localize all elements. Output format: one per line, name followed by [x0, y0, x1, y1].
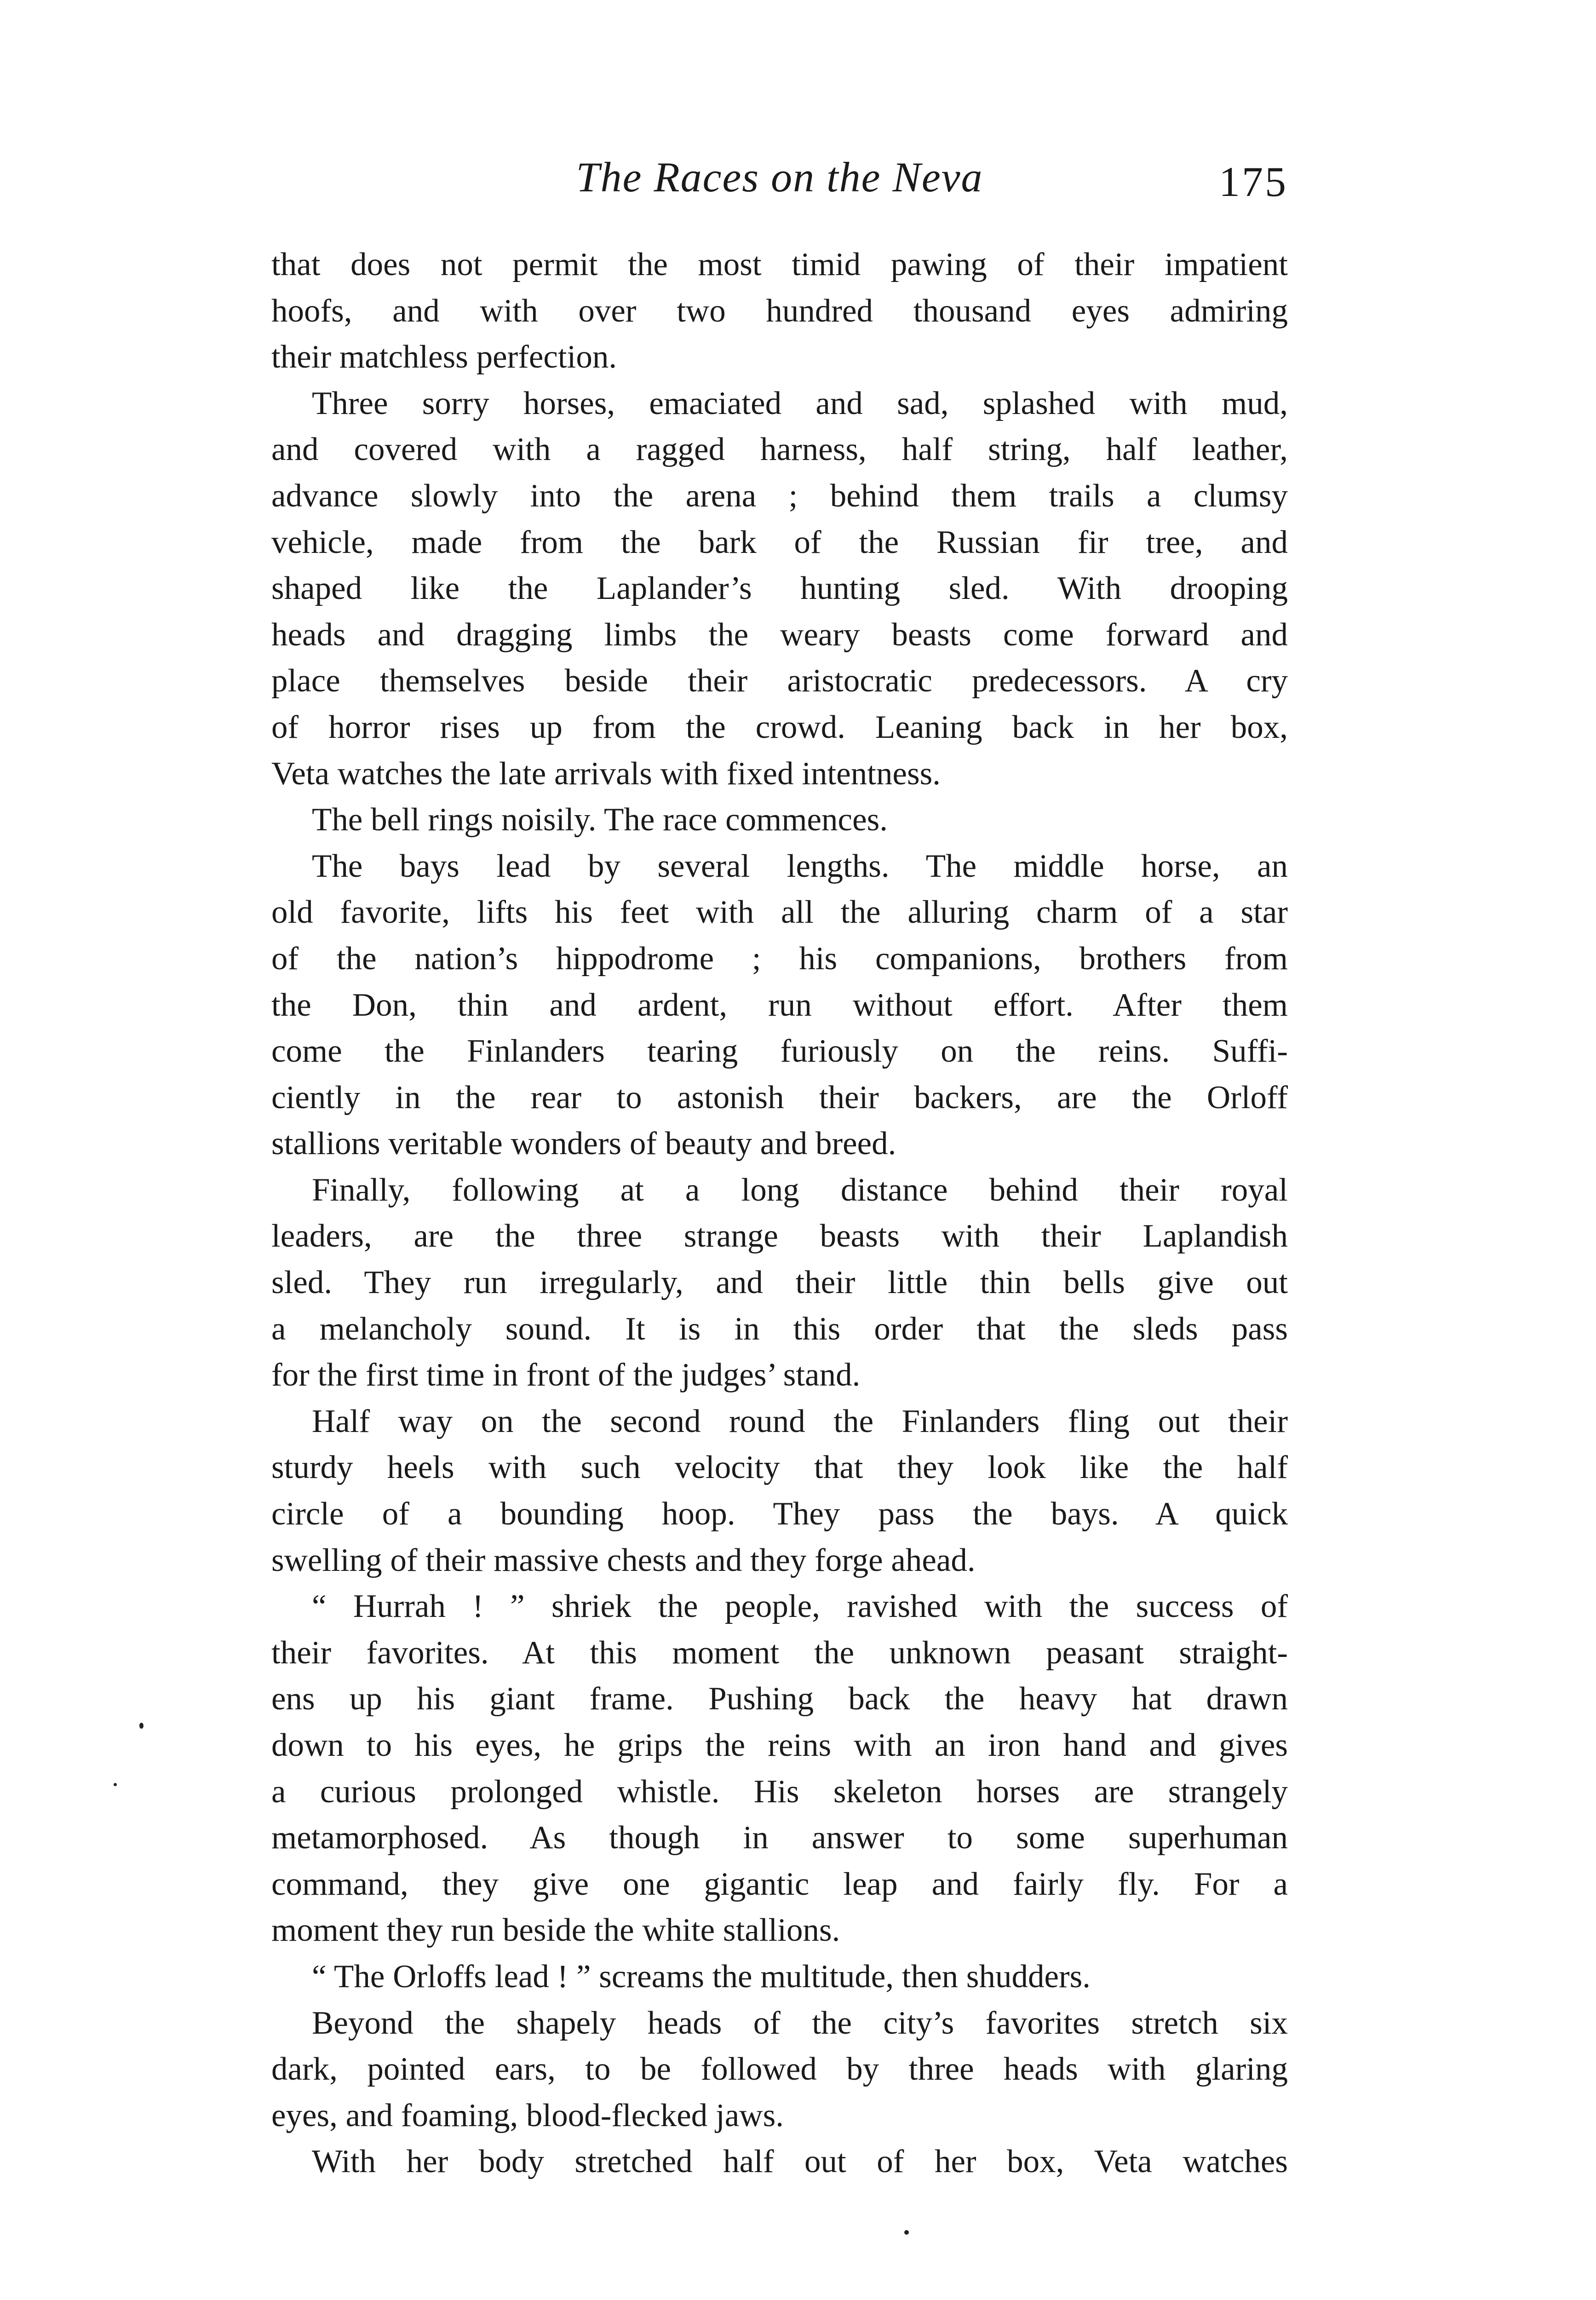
text-line: moment they run beside the white stallions.	[271, 1912, 840, 1949]
text-line: stallions veritable wonders of beauty and breed.	[271, 1126, 896, 1162]
text-line: leaders, are the three strange beasts with their Laplandish	[271, 1218, 1288, 1254]
text-line: Finally, following at a long distance behind their royal	[312, 1172, 1288, 1208]
text-line: come the Finlanders tearing furiously on the reins. Suffi-	[271, 1033, 1288, 1070]
text-line: Three sorry horses, emaciated and sad, splashed with mud,	[312, 385, 1288, 421]
page-number: 175	[1219, 158, 1288, 205]
text-line: Veta watches the late arrivals with fixed intentness.	[271, 755, 941, 792]
text-line: “ The Orloffs lead ! ” screams the multitude, then shudders.	[312, 1958, 1091, 1995]
text-line: old favorite, lifts his feet with all the alluring charm of a star	[271, 894, 1288, 931]
text-line: for the first time in front of the judges’ stand.	[271, 1357, 861, 1393]
text-line: place themselves beside their aristocratic predecessors. A cry	[271, 663, 1288, 699]
text-line: advance slowly into the arena ; behind them trails a clumsy	[271, 477, 1288, 514]
text-line: dark, pointed ears, to be followed by three heads with glaring	[271, 2051, 1288, 2087]
body-text	[271, 242, 1288, 2185]
text-line: metamorphosed. As though in answer to some superhuman	[271, 1820, 1288, 1856]
text-line: vehicle, made from the bark of the Russian fir tree, and	[271, 524, 1288, 560]
text-line: heads and dragging limbs the weary beasts come forward and	[271, 616, 1288, 653]
text-line: the Don, thin and ardent, run without effort. After them	[271, 987, 1288, 1023]
text-line: sled. They run irregularly, and their little thin bells give out	[271, 1265, 1288, 1301]
ink-speck	[139, 1723, 144, 1729]
running-title: The Races on the Neva	[576, 154, 983, 201]
text-line: hoofs, and with over two hundred thousand eyes admiring	[271, 293, 1288, 329]
text-line: their matchless perfection.	[271, 339, 617, 375]
text-line: Beyond the shapely heads of the city’s favorites stretch six	[312, 2005, 1288, 2041]
text-line: shaped like the Laplander’s hunting sled. With drooping	[271, 570, 1288, 607]
text-line: and covered with a ragged harness, half string, half leather,	[271, 431, 1288, 468]
running-head	[271, 150, 1288, 205]
text-line: sturdy heels with such velocity that they look like the half	[271, 1449, 1288, 1486]
text-line: a curious prolonged whistle. His skeleton horses are strangely	[271, 1773, 1288, 1810]
text-line: ciently in the rear to astonish their backers, are the Orloff	[271, 1079, 1288, 1116]
text-line: down to his eyes, he grips the reins with an iron hand and gives	[271, 1727, 1288, 1763]
text-line: With her body stretched half out of her box, Veta watches	[312, 2144, 1288, 2180]
text-line: a melancholy sound. It is in this order that the sleds pass	[271, 1311, 1288, 1347]
text-line: circle of a bounding hoop. They pass the bays. A quick	[271, 1496, 1288, 1532]
text-line: ens up his giant frame. Pushing back the heavy hat drawn	[271, 1681, 1288, 1717]
text-line: eyes, and foaming, blood-flecked jaws.	[271, 2097, 784, 2133]
text-line: “ Hurrah ! ” shriek the people, ravished with the success of	[312, 1588, 1288, 1625]
ink-speck	[904, 2230, 909, 2235]
ink-speck	[114, 1783, 117, 1786]
text-line: of the nation’s hippodrome ; his companions, brothers from	[271, 940, 1288, 977]
text-line: The bays lead by several lengths. The middle horse, an	[312, 848, 1288, 884]
text-line: Half way on the second round the Finlanders fling out their	[312, 1403, 1288, 1439]
text-line: of horror rises up from the crowd. Leaning back in her box,	[271, 709, 1288, 745]
text-line: The bell rings noisily. The race commences.	[312, 802, 888, 838]
text-line: that does not permit the most timid pawing of their impatient	[271, 247, 1288, 282]
text-line: swelling of their massive chests and they forge ahead.	[271, 1542, 976, 1578]
text-line: their favorites. At this moment the unknown peasant straight-	[271, 1634, 1288, 1671]
text-line: command, they give one gigantic leap and fairly fly. For a	[271, 1866, 1288, 1902]
